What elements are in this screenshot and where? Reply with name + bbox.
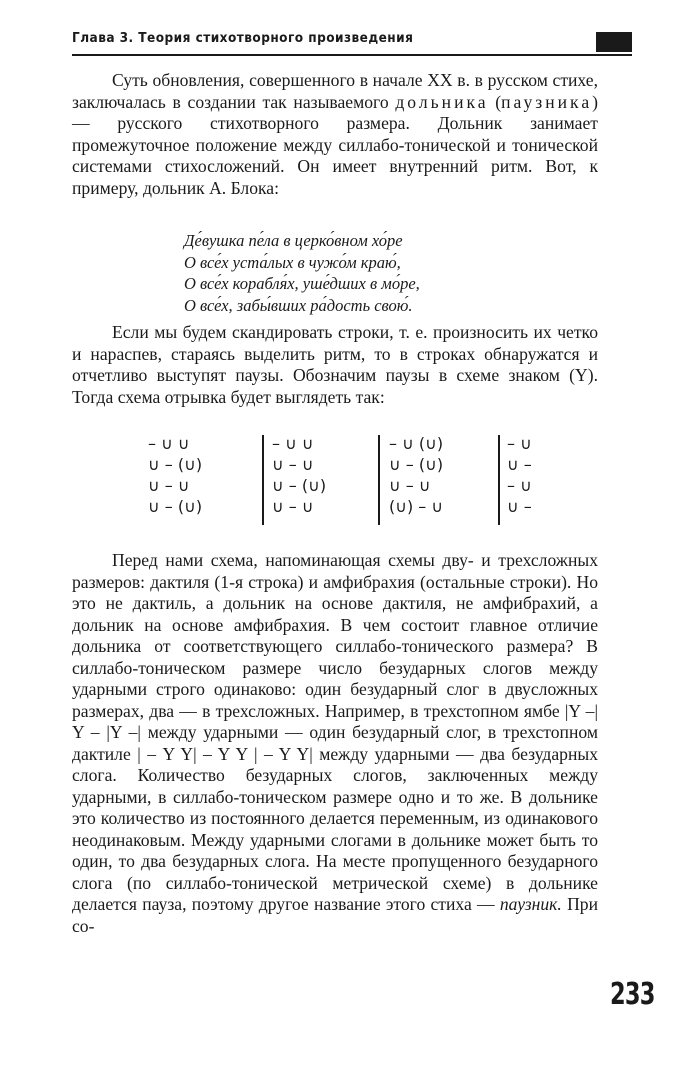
scheme-divider <box>262 435 264 525</box>
paragraph-comparison-text-1: Перед нами схема, напоминающая схемы дву- и трехсложных размеров: дактиля (1-я строка) и амфибрахия (остальные строки). Но это не дактиль, а дольник на основе дактиля, не амфибрахий, а дольник на основе амфибрахия. В чем состоит главное отличие дольника от соответствующего силлабо-тонического размера? В силлабо-тоническом размере число безударных слогов между ударными строго одинаково: один безударный слог в двусложных размерах, два — в трехсложных. Например, в трехстопном ямбе |Y –| Y – |Y –| между ударными — один безударный слог, в трехстопном дактиле | – Y Y| – Y Y | – Y Y| между ударными — два безударных слога. Количество безударных слогов, заключенных между ударными, в силлабо-тоническом размере одно и то же. В дольнике это количество из постоянного делается переменным, из одинакового неодинаковым. Между ударными слогами в дольнике может быть то один, то два безударных слога. На месте пропущенного безударного слога (по силлабо-тонической метрической схеме) в дольнике делается пауза, поэтому другое название этого стиха — <box>72 550 598 914</box>
scheme-cell: ∪ – <box>507 497 532 516</box>
paragraph-comparison <box>72 550 598 937</box>
scheme-cell: ∪ – ∪ <box>272 497 314 516</box>
running-header <box>72 24 632 56</box>
scheme-cell: – ∪ ∪ <box>272 434 314 453</box>
header-marker-block <box>596 32 632 52</box>
poem-line: О все́х, забы́вших ра́дость свою́. <box>184 295 413 315</box>
scheme-column-4 <box>507 433 532 517</box>
scheme-cell: ∪ – (∪) <box>148 497 203 516</box>
scheme-cell: ∪ – ∪ <box>272 455 314 474</box>
scheme-column-1 <box>148 433 202 517</box>
chapter-title: Глава 3. Теория стихотворного произведения <box>72 30 414 46</box>
term-dolnik: дольника <box>395 91 489 112</box>
paragraph-intro-text-1: Суть обновления, совершенного в начале XX в. в русском стихе, заключалась в создании так называемого <box>72 70 598 112</box>
scheme-cell: – ∪ (∪) <box>389 434 444 453</box>
scheme-column-2 <box>272 433 326 517</box>
paragraph-pauses: Если мы будем скандировать строки, т. е. произносить их четко и нараспев, стараясь выделить ритм, то в строках обнаружатся и отчетливо выступят паузы. Обозначим паузы в схеме знаком (Y). Тогда схема отрывка будет выглядеть так: <box>72 322 598 407</box>
term-pauznik: паузника <box>501 91 593 112</box>
poem-line: О все́х корабля́х, уше́дших в мо́ре, <box>184 274 420 293</box>
poem-line: Де́вушка пе́ла в церко́вном хо́ре <box>184 231 403 250</box>
poem-quote <box>184 230 420 316</box>
scheme-cell: – ∪ <box>507 434 532 453</box>
scheme-cell: ∪ – (∪) <box>272 476 327 495</box>
paragraph-intro <box>72 70 598 199</box>
scheme-cell: ∪ – (∪) <box>148 455 203 474</box>
scheme-cell: ∪ – ∪ <box>389 476 431 495</box>
term-pauznik-italic: паузник. <box>499 894 562 914</box>
scheme-cell: ∪ – ∪ <box>148 476 190 495</box>
page-number: 233 <box>610 977 655 1012</box>
scheme-column-3 <box>389 433 443 517</box>
scheme-cell: ∪ – (∪) <box>389 455 444 474</box>
paragraph-intro-text-2: ( <box>488 91 502 112</box>
scheme-cell: (∪) – ∪ <box>389 497 444 516</box>
paragraph-comparison-text-2: При со- <box>72 894 598 936</box>
scheme-divider <box>498 435 500 525</box>
scheme-cell: – ∪ ∪ <box>148 434 190 453</box>
poem-line: О все́х уста́лых в чужо́м краю́, <box>184 252 401 272</box>
paragraph-intro-text-3: ) — русского стихотворного размера. Дольник занимает промежуточное положение между силлабо-тонической и тонической системами стихосложений. Он имеет внутренний ритм. Вот, к примеру, дольник А. Блока: <box>72 91 598 198</box>
scheme-cell: – ∪ <box>507 476 532 495</box>
scheme-cell: ∪ – <box>507 455 532 474</box>
scheme-divider <box>378 435 380 525</box>
